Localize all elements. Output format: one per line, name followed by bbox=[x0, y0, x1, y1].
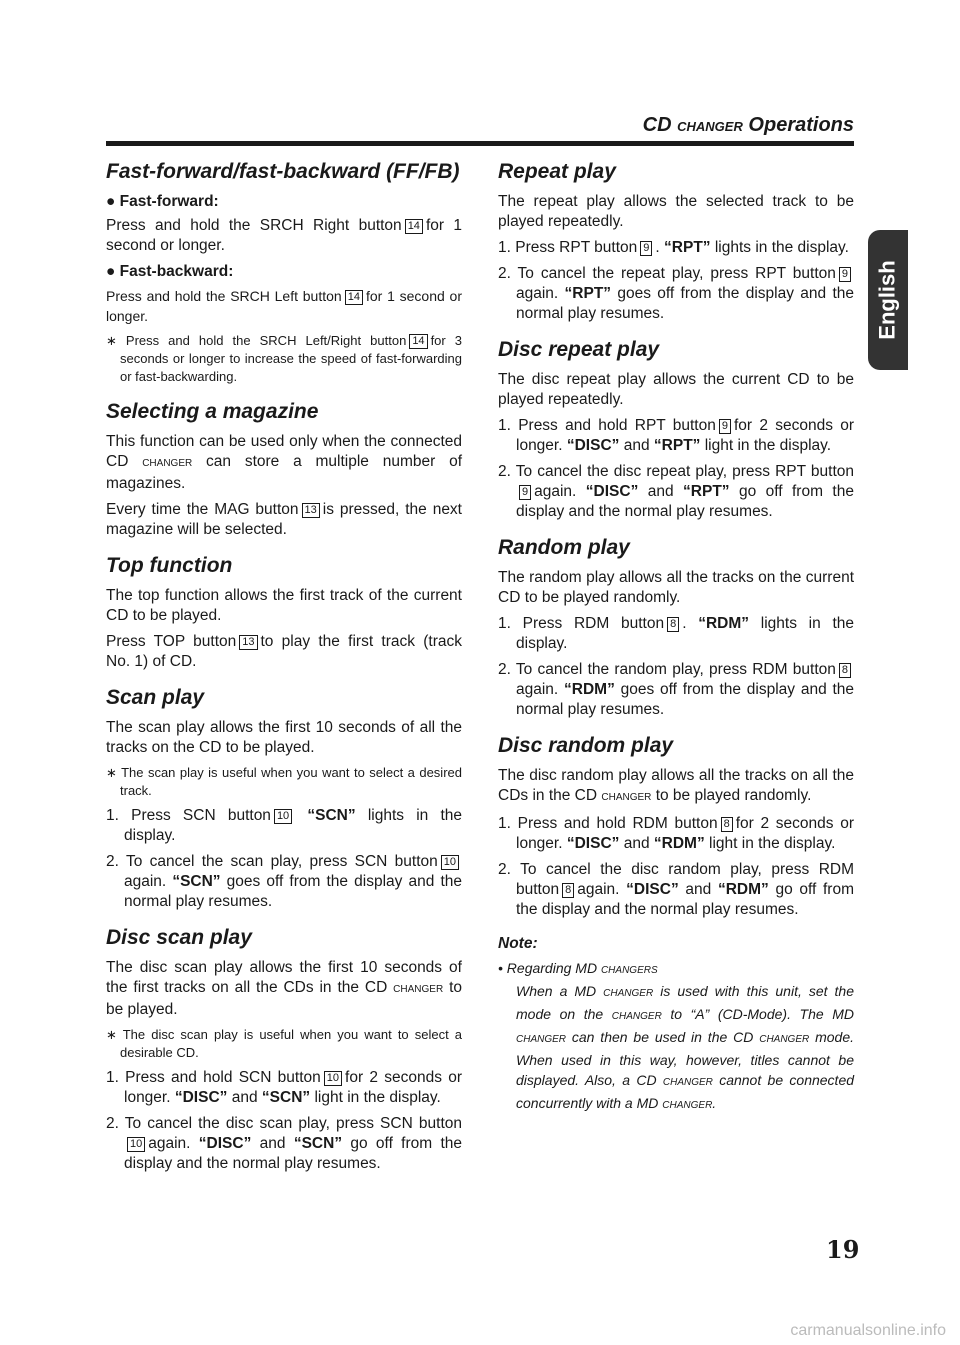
button-number-badge: 13 bbox=[302, 503, 320, 518]
section-repeat-play bbox=[498, 160, 854, 324]
fast-backward-text: Press and hold the SRCH Left button 14 for 1 second or longer. bbox=[106, 288, 463, 324]
section-title: Disc scan play bbox=[106, 926, 252, 949]
section-title: Top function bbox=[106, 554, 233, 577]
language-tab bbox=[868, 230, 908, 370]
button-number-badge: 9 bbox=[719, 419, 731, 434]
repeat-text: The repeat play allows the selected track to be played repeatedly. bbox=[498, 193, 854, 230]
button-number-badge: 10 bbox=[441, 855, 459, 870]
fast-backward-heading: ● Fast-backward: bbox=[106, 263, 234, 280]
disc-repeat-text: The disc repeat play allows the current CD to be played repeatedly. bbox=[498, 371, 854, 408]
section-disc-random-play bbox=[498, 734, 854, 920]
disc-scan-step-1: 1. Press and hold SCN button 10 for 2 seconds or longer. “DISC” and “SCN” light in the display. bbox=[106, 1069, 462, 1106]
section-title: Fast-forward/fast-backward (FF/FB) bbox=[106, 160, 460, 183]
top-text-1: The top function allows the first track of the current CD to be played. bbox=[106, 587, 462, 624]
button-number-badge: 10 bbox=[127, 1137, 145, 1152]
section-title: Disc random play bbox=[498, 734, 674, 757]
section-title: Random play bbox=[498, 536, 630, 559]
button-number-badge: 8 bbox=[562, 883, 574, 898]
button-number-badge: 13 bbox=[239, 635, 257, 650]
scan-note: ∗ The scan play is useful when you want to select a desired track. bbox=[106, 765, 462, 798]
section-ff-fb bbox=[106, 160, 462, 386]
note-bullet: • Regarding MD CHANGERS bbox=[498, 960, 658, 976]
scan-step-2: 2. To cancel the scan play, press SCN button 10again. “SCN” goes off from the display and the normal play resumes. bbox=[106, 853, 462, 910]
note-text: When a MD CHANGER is used with this unit, set the mode on the CHANGER to “A” (CD-Mode). The MD CHANGER can then be used in the CD CHANGER mode. When used in this way, however, titles cannot be displayed. Also, a CD CHANGER cannot be connected concurrently with a MD CHANGER. bbox=[516, 983, 855, 1111]
button-number-badge: 8 bbox=[721, 817, 733, 832]
disc-scan-text: The disc scan play allows the first 10 seconds of the first tracks on all the CDs in the CD CHANGER to be played. bbox=[106, 959, 462, 1018]
button-number-badge: 14 bbox=[405, 219, 423, 234]
header-rule bbox=[106, 141, 854, 146]
button-number-badge: 9 bbox=[839, 267, 851, 282]
section-title: Disc repeat play bbox=[498, 338, 660, 361]
disc-repeat-step-1: 1. Press and hold RPT button 9 for 2 seconds or longer. “DISC” and “RPT” light in the display. bbox=[498, 417, 854, 454]
fast-forward-heading: ● Fast-forward: bbox=[106, 193, 219, 210]
section-disc-scan-play bbox=[106, 926, 462, 1174]
random-text: The random play allows all the tracks on the current CD to be played randomly. bbox=[498, 569, 854, 606]
button-number-badge: 9 bbox=[640, 241, 652, 256]
section-selecting-magazine bbox=[106, 400, 462, 540]
button-number-badge: 10 bbox=[324, 1071, 342, 1086]
magazine-text-2: Every time the MAG button 13 is pressed, the next magazine will be selected. bbox=[106, 501, 462, 538]
scan-text: The scan play allows the first 10 seconds of all the tracks on the CD to be played. bbox=[106, 719, 462, 756]
section-title: Selecting a magazine bbox=[106, 400, 319, 423]
section-scan-play bbox=[106, 686, 462, 912]
page-number: 19 bbox=[826, 1235, 860, 1264]
section-top-function bbox=[106, 554, 462, 672]
page-header-title: CD CHANGER Operations bbox=[642, 114, 854, 136]
scan-step-1: 1. Press SCN button 10 “SCN” lights in the display. bbox=[106, 807, 462, 844]
section-disc-repeat-play bbox=[498, 338, 854, 522]
right-column bbox=[498, 160, 854, 1116]
button-number-badge: 10 bbox=[274, 809, 292, 824]
disc-random-step-2: 2. To cancel the disc random play, press RDM button 8 again. “DISC” and “RDM” go off from the display and the normal play resumes. bbox=[498, 861, 855, 918]
note-block bbox=[498, 934, 854, 1116]
disc-random-step-1: 1. Press and hold RDM button 8 for 2 seconds or longer. “DISC” and “RDM” light in the display. bbox=[498, 815, 854, 852]
note-label: Note: bbox=[498, 935, 538, 952]
disc-random-text: The disc random play allows all the tracks on all the CDs in the CD CHANGER to be played randomly. bbox=[498, 767, 854, 804]
disc-scan-step-2: 2. To cancel the disc scan play, press SCN button10 again. “DISC” and “SCN” go off from the display and the normal play resumes. bbox=[106, 1115, 463, 1172]
left-column bbox=[106, 160, 462, 1188]
magazine-text-1: This function can be used only when the connected CD CHANGER can store a multiple number of magazines. bbox=[106, 433, 463, 492]
language-tab-label: English bbox=[875, 260, 901, 340]
button-number-badge: 14 bbox=[409, 334, 427, 349]
random-step-2: 2. To cancel the random play, press RDM button 8again. “RDM” goes off from the display and the normal play resumes. bbox=[498, 661, 855, 718]
top-text-2: Press TOP button 13 to play the first track (track No. 1) of CD. bbox=[106, 633, 462, 670]
random-step-1: 1. Press RDM button 8 . “RDM” lights in the display. bbox=[498, 615, 854, 652]
button-number-badge: 8 bbox=[667, 617, 679, 632]
section-title: Repeat play bbox=[498, 160, 616, 183]
button-number-badge: 9 bbox=[519, 485, 531, 500]
button-number-badge: 8 bbox=[839, 663, 851, 678]
disc-scan-note: ∗ The disc scan play is useful when you want to select a desirable CD. bbox=[106, 1027, 462, 1060]
repeat-step-2: 2. To cancel the repeat play, press RPT button 9again. “RPT” goes off from the display and the normal play resumes. bbox=[498, 265, 854, 322]
repeat-step-1: 1. Press RPT button 9 . “RPT” lights in the display. bbox=[498, 239, 849, 256]
section-title: Scan play bbox=[106, 686, 205, 709]
ff-note: ∗ Press and hold the SRCH Left/Right button 14 for 3 seconds or longer to increase the speed of fast-forwarding or fast-backwarding. bbox=[106, 333, 462, 384]
fast-forward-text: Press and hold the SRCH Right button 14 for 1 second or longer. bbox=[106, 217, 463, 254]
section-random-play bbox=[498, 536, 854, 720]
disc-repeat-step-2: 2. To cancel the disc repeat play, press RPT button9 again. “DISC” and “RPT” go off from the display and the normal play resumes. bbox=[498, 463, 854, 520]
watermark: carmanualsonline.info bbox=[790, 1322, 946, 1339]
button-number-badge: 14 bbox=[345, 290, 363, 305]
